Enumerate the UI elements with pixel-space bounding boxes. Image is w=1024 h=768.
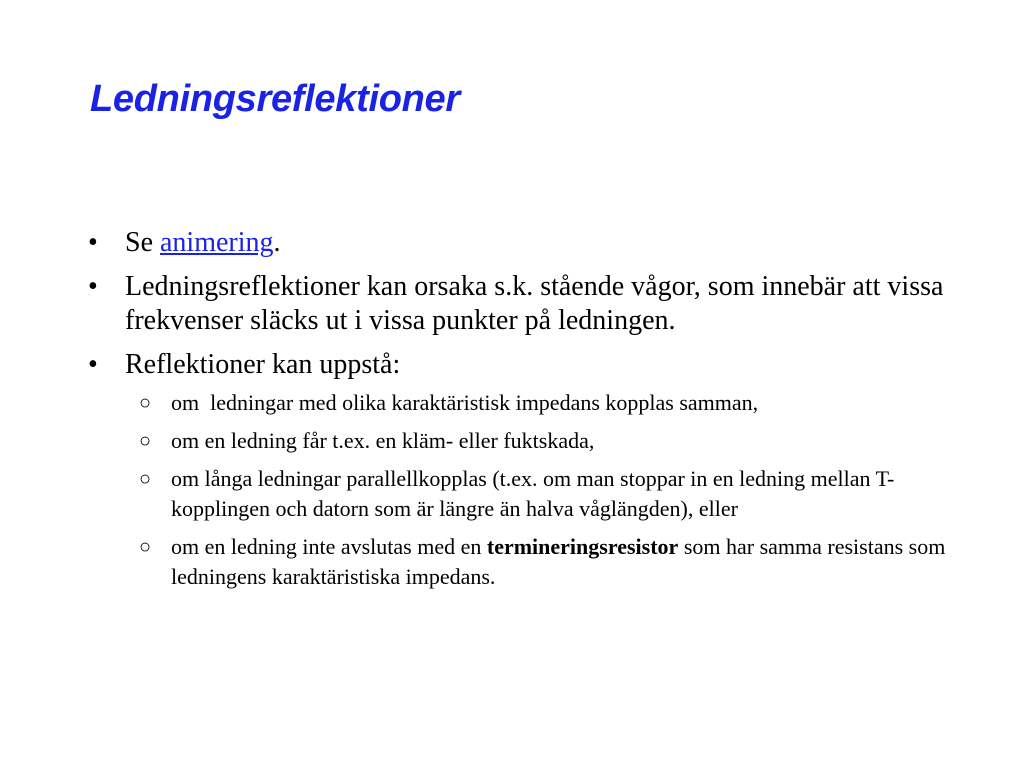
- bullet-icon: •: [88, 349, 98, 380]
- bullet-text: Ledningsreflektioner kan orsaka s.k. stående vågor, som innebär att vissa frekvenser släcks ut i vissa punkter på ledningen.: [125, 271, 944, 336]
- sub-bullet-item: [125, 426, 962, 456]
- bullet-item-standing-waves: [82, 270, 962, 338]
- termineringsresistor-term: termineringsresistor: [486, 534, 679, 559]
- sub-bullet-text-suffix: som har samma resistans som ledningens karaktäristiska impedans.: [171, 534, 951, 589]
- bullet-text: Reflektioner kan uppstå:: [125, 349, 401, 380]
- sub-bullet-item: [125, 464, 962, 524]
- sub-bullet-item: [125, 532, 962, 592]
- sub-bullet-icon: ○: [139, 536, 152, 558]
- sub-bullet-item: [125, 388, 962, 418]
- bullet-icon: •: [88, 227, 98, 258]
- bullet-icon: •: [88, 271, 98, 302]
- sub-bullet-list: [125, 388, 962, 592]
- sub-bullet-text-prefix: om en ledning inte avslutas med en: [171, 534, 487, 559]
- bullet-item-reflections: [82, 348, 962, 592]
- bullet-item-animering: [82, 226, 962, 260]
- bullet-text-prefix: Se: [125, 227, 160, 258]
- sub-bullet-icon: ○: [139, 430, 152, 452]
- sub-bullet-icon: ○: [139, 468, 152, 490]
- slide-content: [82, 226, 962, 602]
- bullet-text-suffix: .: [273, 227, 281, 258]
- sub-bullet-icon: ○: [139, 392, 152, 414]
- sub-bullet-text: om en ledning får t.ex. en kläm- eller fuktskada,: [171, 428, 595, 453]
- slide-title: Ledningsreflektioner: [90, 78, 460, 120]
- bullet-list: [82, 226, 962, 592]
- sub-bullet-text: om långa ledningar parallellkopplas (t.ex. om man stoppar in en ledning mellan T-kopplingen och datorn som är längre än halva våglängden), eller: [171, 466, 895, 521]
- sub-bullet-text: om ledningar med olika karaktäristisk impedans kopplas samman,: [171, 390, 759, 415]
- animering-link[interactable]: animering: [160, 227, 274, 258]
